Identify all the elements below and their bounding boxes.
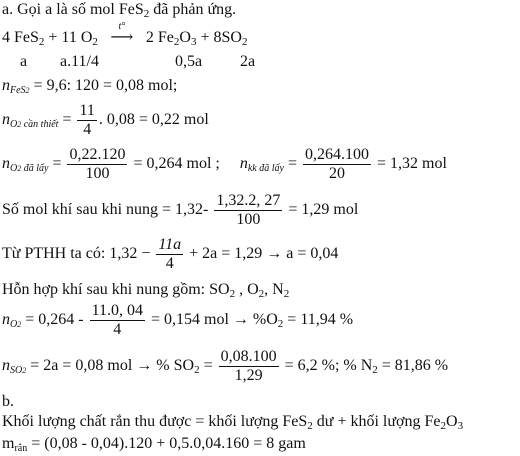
sub-1: 2 [229,288,236,300]
fraction-numerator: 0,08.100 [220,348,277,365]
n-sub2: 2 [22,366,27,376]
line-pthh [2,236,338,273]
fraction-denominator: 100 [67,164,127,183]
line-mid: dư + khối lượng Fe [312,413,441,430]
eq-sign: = [199,357,217,375]
line-n-o2-left [2,302,353,339]
line-n-so2 [2,348,448,385]
n-symbol: n [2,77,10,94]
n-sub: O [10,163,18,175]
n-symbol: n [2,155,10,173]
n-sub: O [10,119,18,131]
fraction [77,102,96,139]
n-symbol: n [2,357,10,375]
n-label: đã lấy [21,163,49,175]
line-rest: = 6,2 %; % N [280,357,373,375]
eq-rhs1-sub2: 3 [190,36,197,48]
coef-3: 0,5a [175,53,203,70]
n-sub: O [10,319,18,331]
sub-fes2: 2 [307,420,313,432]
line-pre: Hỗn hợp khí sau khi nung gồm: SO [2,281,230,298]
reaction-condition: t° [118,21,126,32]
n-sub2: 2 [17,164,22,174]
eq-plus1: + 11 O [44,29,93,46]
sub-so2: 2 [194,364,200,377]
eq-plus1-sub: 2 [92,36,98,48]
line-rest2: = 81,86 % [377,357,449,375]
fraction [67,146,127,183]
heading-end: đã phản ứng. [149,1,237,18]
eq-sign-air: = [283,155,301,173]
heading-sub: 2 [143,8,150,20]
mid-1: , O [235,281,259,298]
m-sub: rắn [14,443,28,454]
fraction-numerator: 1,32.2, 27 [216,192,281,209]
eq-rhs1-mid: O [179,29,191,46]
eq-sign: = [48,155,66,173]
coef-4: 2a [240,53,256,70]
eq-rhs2-sub: 2 [241,36,248,48]
coef-1: a [20,53,28,70]
fraction-air [303,146,371,183]
line-rest-air: = 1,32 mol [372,155,447,173]
line-pre: Khối lượng chất rắn thu được = khối lượng FeS [2,413,308,430]
fraction [90,302,145,339]
fraction-numerator: 0,22.120 [69,146,126,163]
line-pre: Số mol khí sau khi nung = 1,32- [2,201,213,219]
heading-text: a. Gọi a là số mol FeS [2,1,144,18]
n-sub: FeS [10,85,26,96]
sub-2: 2 [258,288,265,300]
sub-o2: 2 [277,318,284,331]
line-n-fes2 [2,76,177,96]
eq-sign: = [58,111,76,129]
fraction [214,192,282,229]
fraction-denominator: 20 [303,164,371,183]
line-gas-after [2,192,358,229]
fraction-denominator: 100 [214,210,282,229]
n-symbol: n [2,311,10,329]
line-pre: = 0,264 - [21,311,88,329]
line-rest: + 2a = 1,29 → a = 0,04 [185,245,339,263]
fraction [156,236,183,273]
n-label: cần thiết [21,119,59,131]
fraction [219,348,279,385]
sub-n2: 2 [372,364,378,377]
sub-fe2: 2 [440,420,446,432]
line-rest: = 9,6: 120 = 0,08 mol; [29,77,178,94]
eq-rhs2: + 8SO [196,29,242,46]
fraction-numerator: 11a [158,236,182,253]
line-rest: = 0,264 mol ; [129,155,220,173]
m-symbol: m [2,435,15,452]
coef-2: a.11/4 [60,53,99,70]
reaction-equation [2,21,248,48]
line-pre: = 2a = 0,08 mol → % SO [26,357,195,375]
fraction-denominator: 4 [90,320,145,339]
sub-3: 2 [283,288,290,300]
line-rest2: = 11,94 % [283,311,354,329]
fraction-denominator: 4 [156,254,183,273]
line-pre: Từ PTHH ta có: 1,32 − [2,245,155,263]
line-rest: = 1,29 mol [284,201,359,219]
mid-2: , N [264,281,284,298]
fraction-denominator: 1,29 [219,366,279,385]
part-b-label: b. [2,393,14,410]
n-sub-air: kk [247,163,257,175]
arrow-glyph: ⟶ [110,29,134,46]
reaction-arrow [102,21,142,48]
fraction-numerator: 11 [79,102,95,119]
eq-rhs1-sub1: 2 [173,36,180,48]
fraction-numerator: 0,264.100 [304,146,369,163]
line-solid-mass [2,412,463,432]
line-n-o2-needed [2,102,209,139]
n-label-air: đã lấy [256,163,284,175]
n-sub2: 2 [17,320,22,330]
part-b-heading [2,392,14,412]
n-sub2: 2 [17,120,22,130]
line-gas-mixture [2,280,289,300]
fraction-denominator: 4 [77,120,96,139]
fraction-numerator: 11.0, 04 [91,302,143,319]
line-rest: = (0,08 - 0,04).120 + 0,5.0,04.160 = 8 gam [27,435,306,452]
n-symbol-air: n [239,155,248,173]
n-sub: SO [10,365,23,377]
line-rest: . 0,08 = 0,22 mol [98,111,209,129]
eq-rhs1: 2 Fe [145,29,174,46]
line-n-o2-taken [2,146,447,183]
eq-lhs1: 4 FeS [2,29,39,46]
sub-o3: 3 [457,420,464,432]
o-symbol: O [446,413,458,430]
n-sub2: 2 [25,86,30,95]
line-m-solid [2,434,306,454]
line-rest: = 0,154 mol → %O [147,311,278,329]
n-symbol: n [2,111,10,129]
eq-lhs1-sub: 2 [38,36,45,48]
